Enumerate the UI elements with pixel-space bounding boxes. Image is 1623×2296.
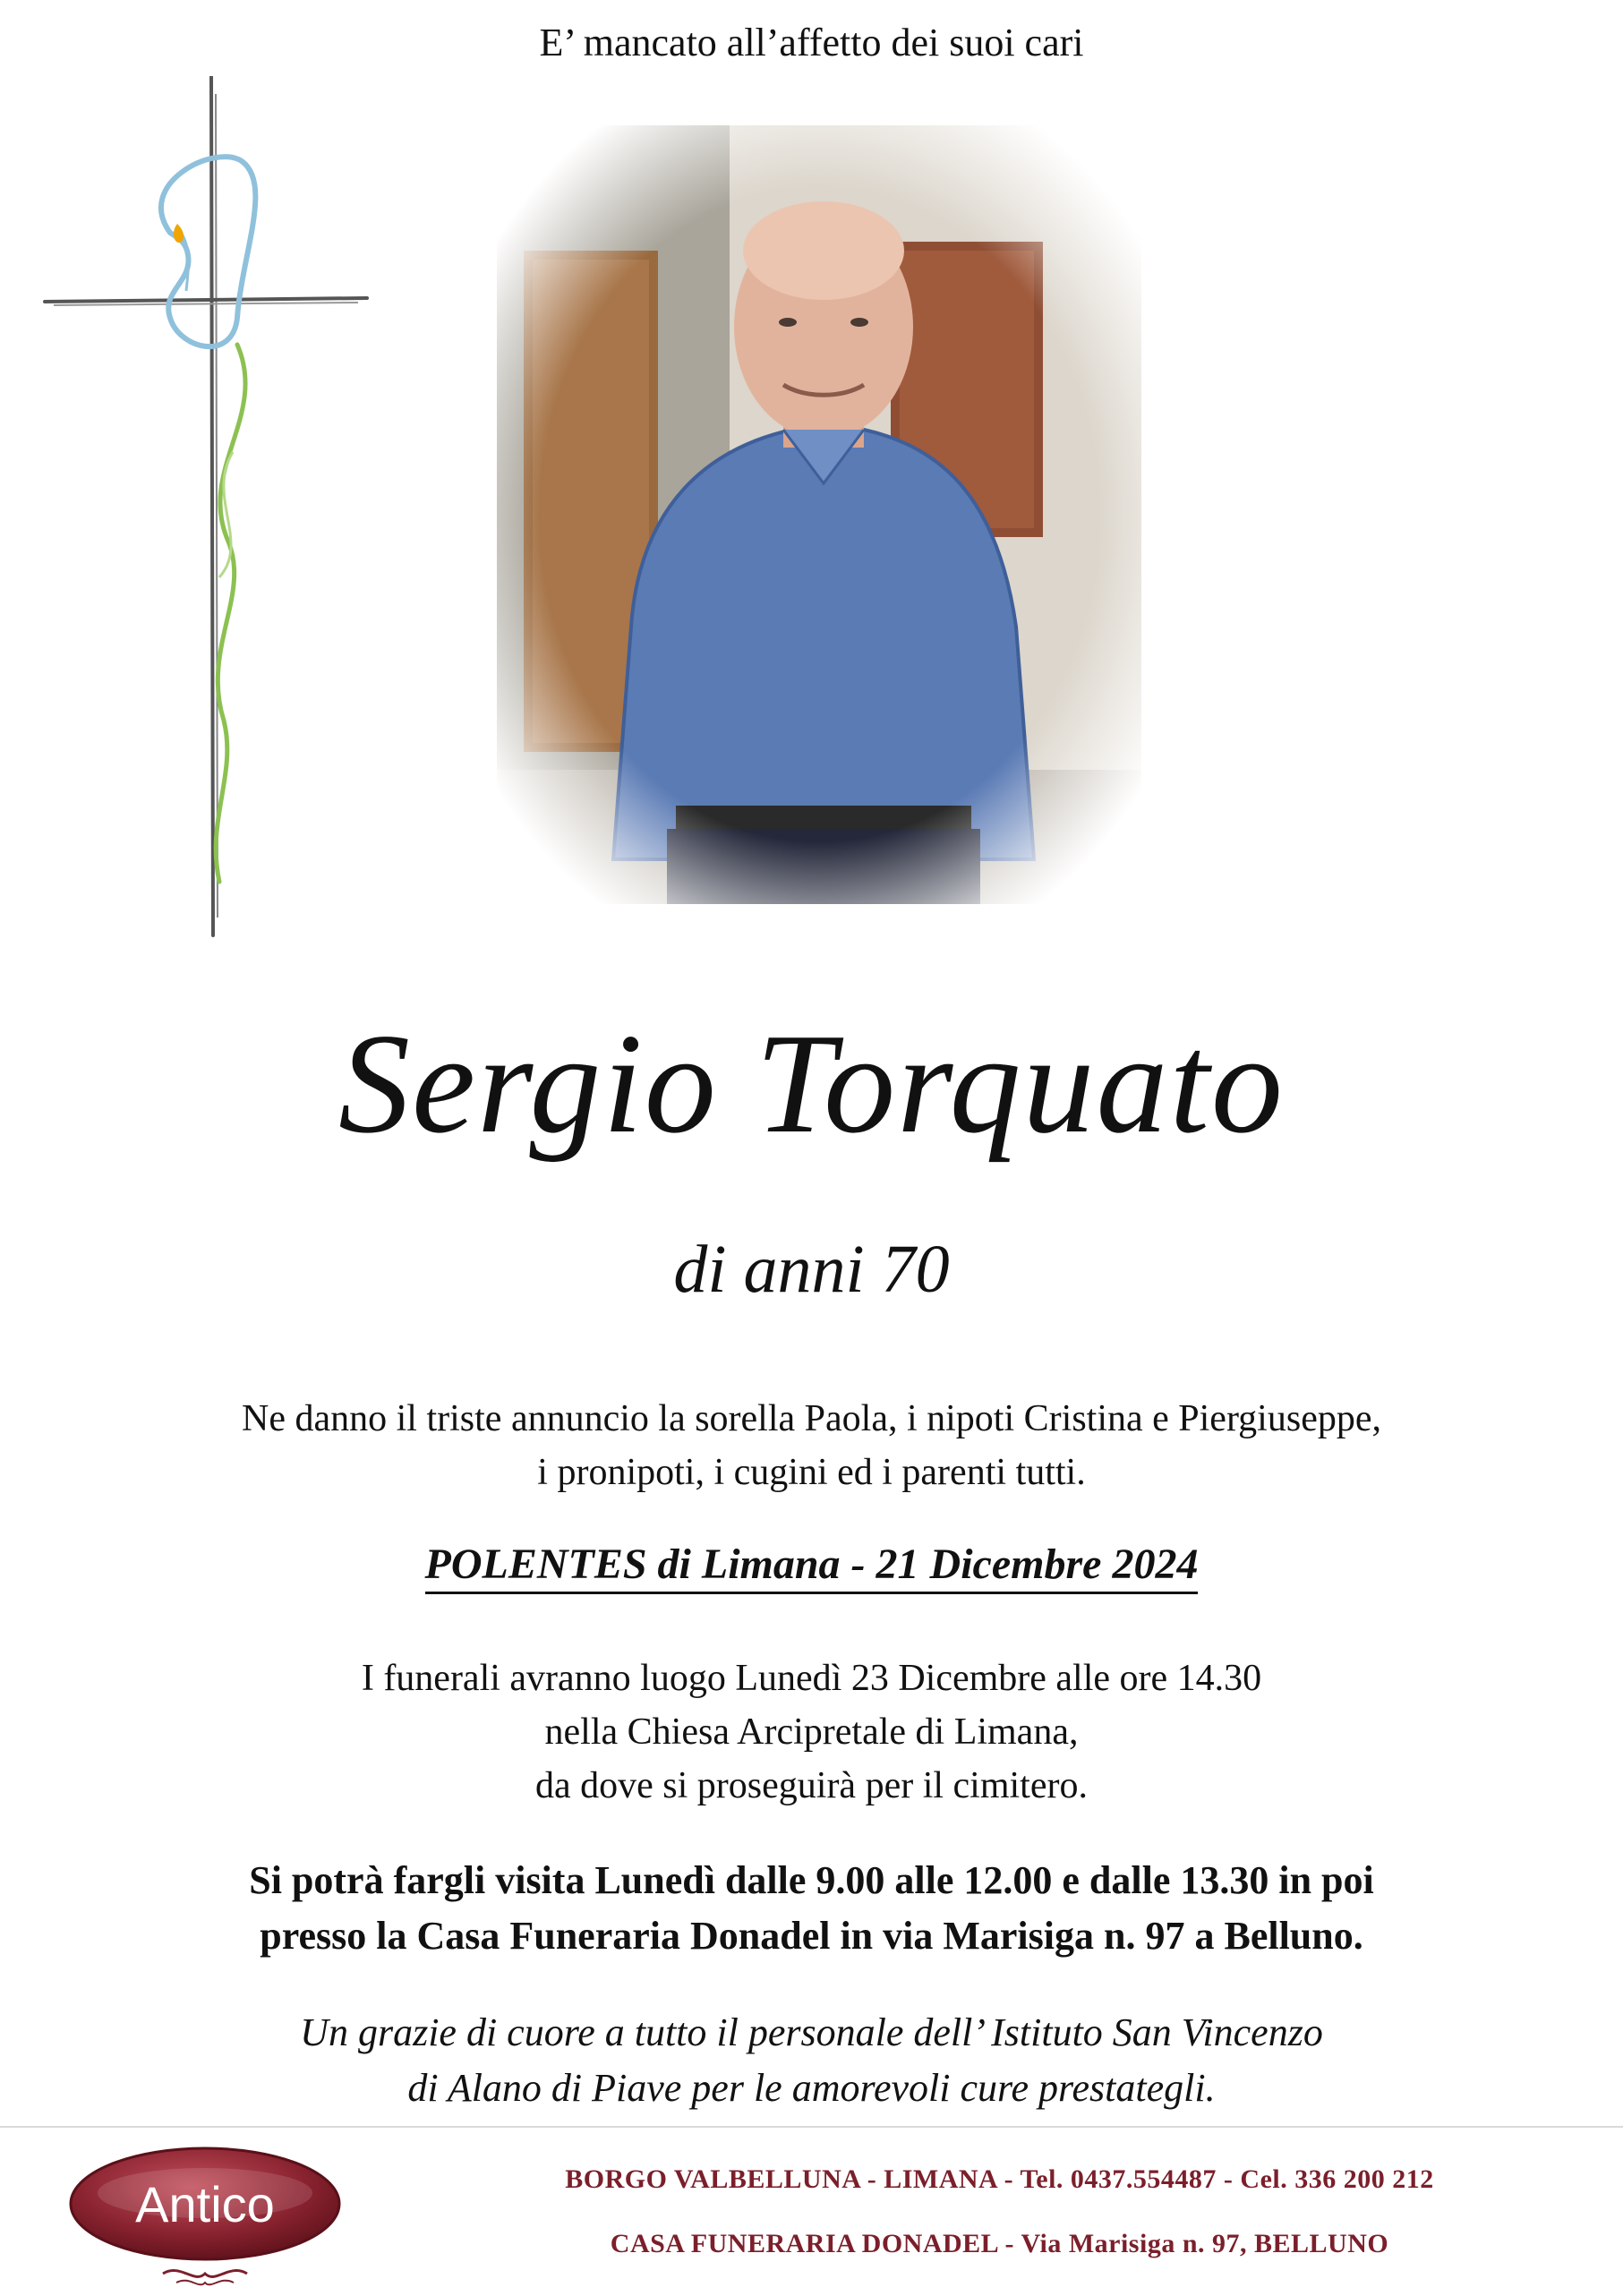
funeral-line: nella Chiesa Arcipretale di Limana, [544,1711,1079,1753]
cross-lily-icon [36,76,394,971]
thanks-line: di Alano di Piave per le amorevoli cure prestategli. [407,2066,1216,2110]
visit-line: presso la Casa Funeraria Donadel in via Marisiga n. 97 a Belluno. [260,1914,1363,1958]
announcement-text [0,1392,1623,1499]
footer-line-1: BORGO VALBELLUNA - LIMANA - Tel. 0437.554487 - Cel. 336 200 212 [565,2164,1434,2194]
deceased-name: Sergio Torquato [338,1003,1285,1163]
funeral-info [0,1652,1623,1813]
announcement-line: Ne danno il triste annuncio la sorella Paola, i nipoti Cristina e Piergiuseppe, [242,1398,1381,1439]
funeral-line: da dove si proseguirà per il cimitero. [535,1765,1088,1806]
footer-line-2: CASA FUNERARIA DONADEL - Via Marisiga n. 97, BELLUNO [610,2229,1389,2258]
funeral-line: I funerali avranno luogo Lunedì 23 Dicembre alle ore 14.30 [361,1658,1262,1699]
announcement-line: i pronipoti, i cugini ed i parenti tutti. [537,1452,1086,1493]
antico-logo [64,2139,346,2292]
footer-divider [0,2126,1623,2128]
visit-info [0,1853,1623,1964]
thanks-text [0,2005,1623,2116]
portrait-photo [497,125,1141,904]
place-date-text: POLENTES di Limana - 21 Dicembre 2024 [425,1541,1199,1594]
intro-text: E’ mancato all’affetto dei suoi cari [539,21,1084,64]
logo-text: Antico [135,2176,275,2232]
place-date [0,1540,1623,1589]
deceased-age: di anni 70 [673,1232,950,1307]
thanks-line: Un grazie di cuore a tutto il personale dell’ Istituto San Vincenzo [300,2010,1323,2054]
visit-line: Si potrà fargli visita Lunedì dalle 9.00 alle 12.00 e dalle 13.30 in poi [249,1858,1374,1902]
